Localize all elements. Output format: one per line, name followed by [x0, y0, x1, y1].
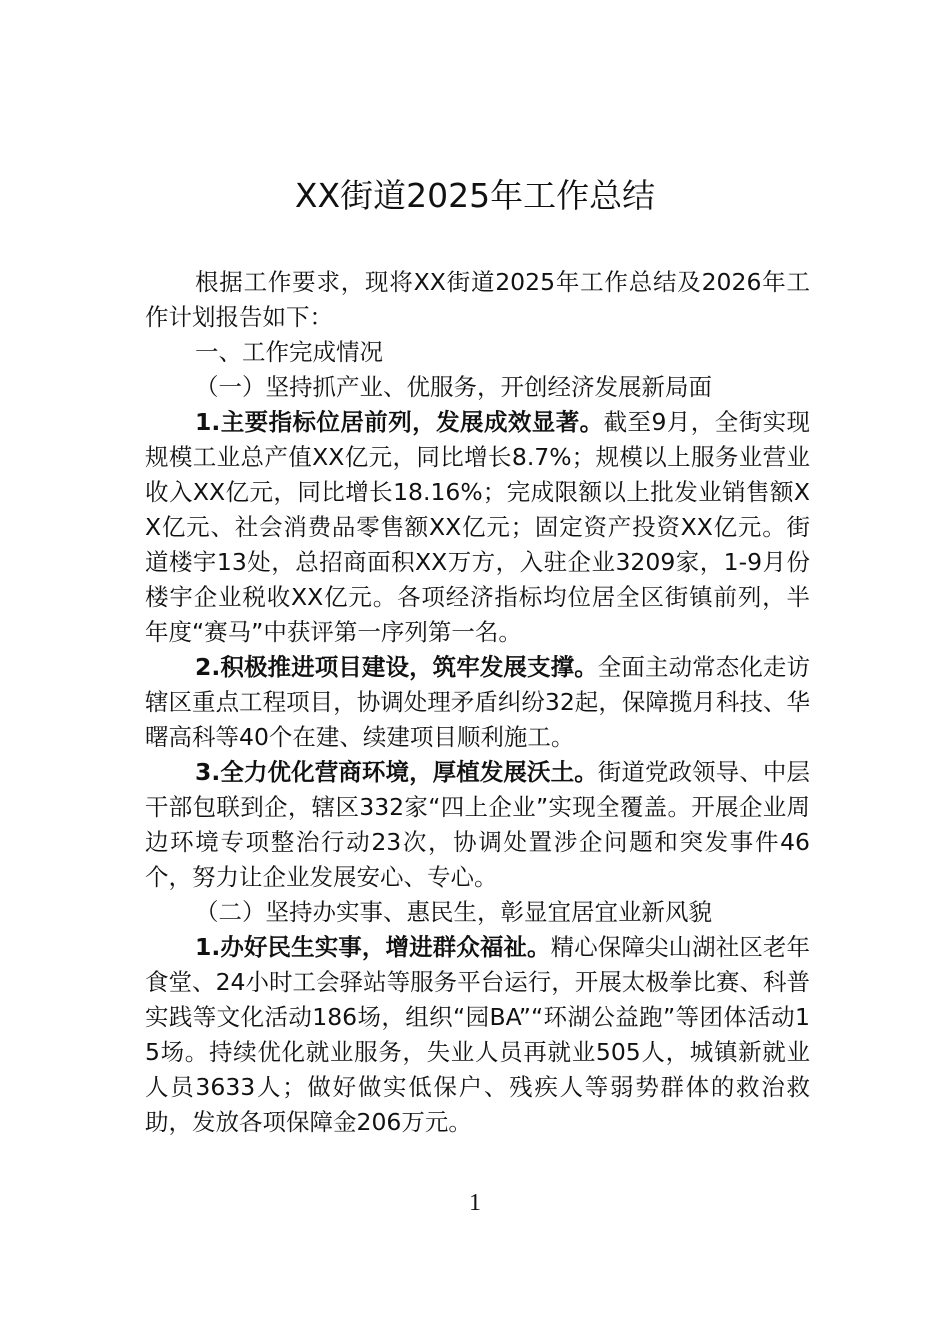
part-2-heading: （二）坚持办实事、惠民生，彰显宜居宜业新风貌: [195, 898, 712, 926]
intro-paragraph: 根据工作要求，现将XX街道2025年工作总结及2026年工作计划报告如下：: [145, 268, 810, 331]
part-1-heading: （一）坚持抓产业、优服务，开创经济发展新局面: [195, 373, 712, 401]
part-1-item-1-lead: 1.主要指标位居前列，发展成效显著。: [195, 408, 604, 436]
part-1-item-3-lead: 3.全力优化营商环境，厚植发展沃土。: [195, 758, 598, 786]
part-1-item-2-text: 全面主动常态化走访辖区重点工程项目，协调处理矛盾纠纷32起，保障揽月科技、华曙高科等40个在建、续建项目顺利施工。: [145, 653, 811, 751]
part-1-item-1-text: 截至9月，全街实现规模工业总产值XX亿元，同比增长8.7%；规模以上服务业营业收入XX亿元，同比增长18.16%；完成限额以上批发业销售额XX亿元、社会消费品零售额XX亿元；固定资产投资XX亿元。街道楼宇13处，总招商面积XX万方，入驻企业3209家，1-9月份楼宇企业税收XX亿元。各项经济指标均位居全区街镇前列，半年度“赛马”中获评第一序列第一名。: [145, 408, 811, 646]
part-1-item-1: [145, 405, 810, 650]
part-2-item-1-text: 精心保障尖山湖社区老年食堂、24小时工会驿站等服务平台运行，开展太极拳比赛、科普实践等文化活动186场，组织“园BA”“环湖公益跑”等团体活动15场。持续优化就业服务，失业人员再就业505人，城镇新就业人员3633人；做好做实低保户、残疾人等弱势群体的救治救助，发放各项保障金206万元。: [145, 933, 810, 1136]
part-1-item-2-lead: 2.积极推进项目建设，筑牢发展支撑。: [195, 653, 598, 681]
document-title: XX街道2025年工作总结: [294, 176, 656, 215]
page-number: 1: [469, 1190, 481, 1216]
part-2-item-1: [145, 930, 810, 1140]
part-1-item-3-text: 街道党政领导、中层干部包联到企，辖区332家“四上企业”实现全覆盖。开展企业周边环境专项整治行动23次，协调处置涉企问题和突发事件46个，努力让企业发展安心、专心。: [145, 758, 811, 891]
part-1-item-3: [145, 755, 810, 895]
part-1-item-2: [145, 650, 810, 755]
part-2-item-1-lead: 1.办好民生实事，增进群众福祉。: [195, 933, 551, 961]
section-1-heading: 一、工作完成情况: [195, 338, 383, 366]
document-body: [145, 265, 810, 1140]
